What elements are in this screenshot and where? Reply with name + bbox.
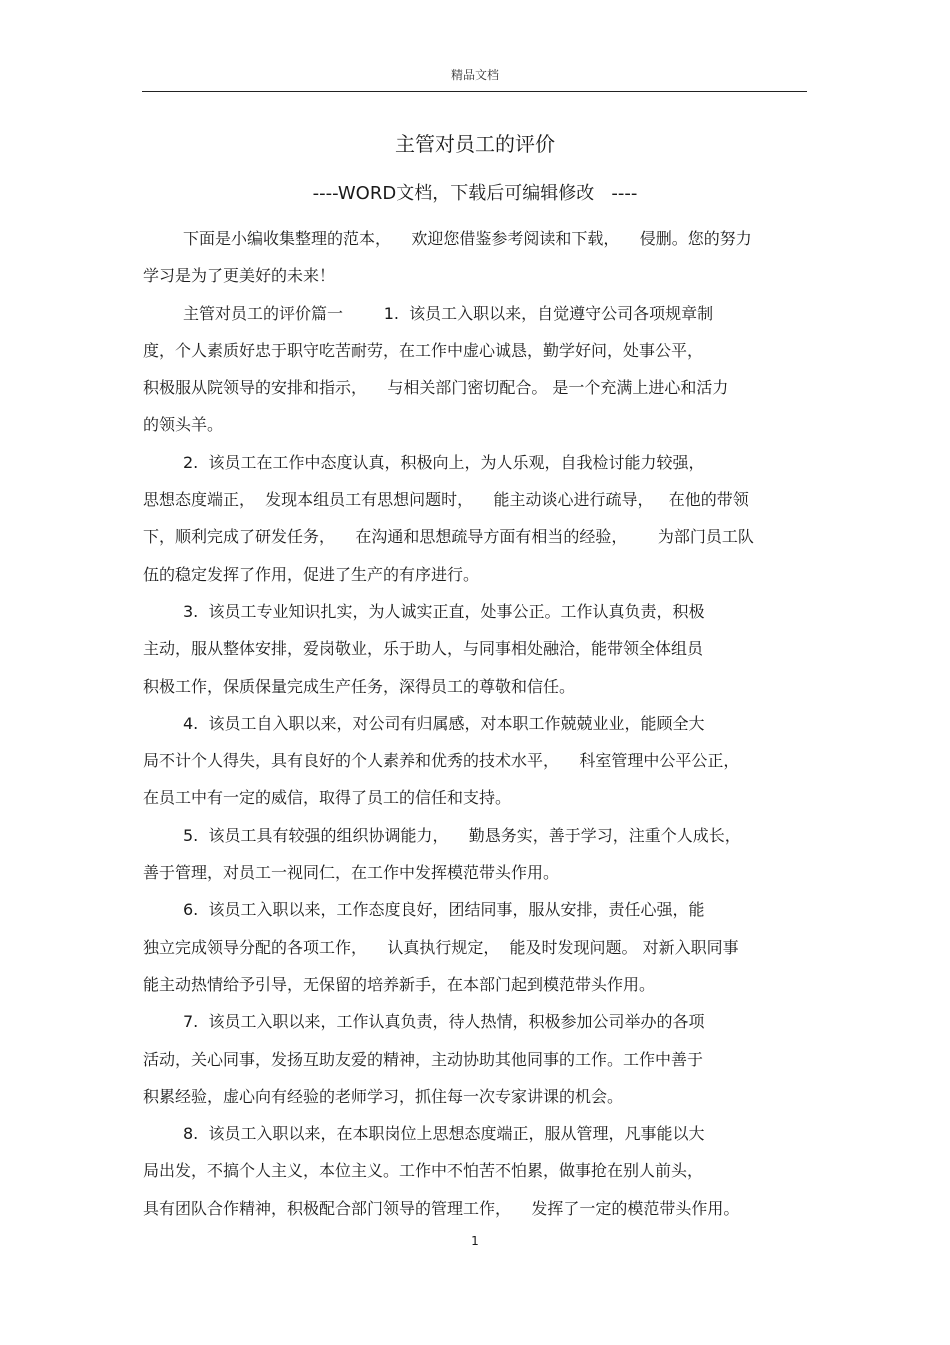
paragraph (143, 891, 808, 1003)
paragraph-line: 主动，服从整体安排，爱岗敬业，乐于助人，与同事相处融洽，能带领全体组员 (143, 639, 704, 659)
paragraph-line: 下面是小编收集整理的范本， 欢迎您借鉴参考阅读和下载， 侵删。您的努力 (183, 229, 752, 248)
paragraph (143, 817, 808, 892)
paragraph (143, 593, 808, 705)
paragraph-line: 3. 该员工专业知识扎实，为人诚实正直，处事公正。工作认真负责，积极 (183, 601, 705, 621)
document-body (143, 220, 808, 1227)
paragraph-line: 活动，关心同事，发扬互助友爱的精神，主动协助其他同事的工作。工作中善于 (143, 1049, 704, 1069)
paragraph-line: 4. 该员工自入职以来，对公司有归属感，对本职工作兢兢业业，能顾全大 (183, 713, 705, 733)
paragraph-line: 在员工中有一定的威信，取得了员工的信任和支持。 (143, 788, 512, 808)
paragraph-line: 积极服从院领导的安排和指示， 与相关部门密切配合。 是一个充满上进心和活力 (143, 378, 729, 398)
header-divider (142, 91, 807, 92)
document-title: 主管对员工的评价 (395, 132, 555, 156)
paragraph (143, 1115, 808, 1227)
paragraph-line: 度，个人素质好忠于职守吃苦耐劳，在工作中虚心诚恳，勤学好问，处事公平， (143, 340, 704, 360)
paragraph-line: 7. 该员工入职以来，工作认真负责，待人热情，积极参加公司举办的各项 (183, 1012, 705, 1032)
paragraph-line: 局不计个人得失，具有良好的个人素养和优秀的技术水平， 科室管理中公平公正， (143, 751, 740, 771)
paragraph-line: 伍的稳定发挥了作用，促进了生产的有序进行。 (143, 564, 480, 584)
paragraph-line: 的领头羊。 (143, 415, 224, 435)
paragraph-line: 积累经验，虚心向有经验的老师学习，抓住每一次专家讲课的机会。 (143, 1086, 624, 1106)
paragraph-line: 能主动热情给予引导，无保留的培养新手，在本部门起到模范带头作用。 (143, 974, 656, 994)
paragraph-line: 2. 该员工在工作中态度认真，积极向上，为人乐观，自我检讨能力较强， (183, 452, 705, 472)
paragraph-line: 具有团队合作精神，积极配合部门领导的管理工作， 发挥了一定的模范带头作用。 (143, 1198, 740, 1218)
paragraph-line: 善于管理，对员工一视同仁，在工作中发挥模范带头作用。 (143, 863, 560, 883)
paragraph (143, 1003, 808, 1115)
document-subtitle: ----WORD文档，下载后可编辑修改 ---- (312, 183, 638, 204)
paragraph-line: 学习是为了更美好的未来！ (143, 266, 336, 286)
paragraph-line: 独立完成领导分配的各项工作， 认真执行规定， 能及时发现问题。 对新入职同事 (143, 937, 739, 957)
paragraph (143, 220, 808, 295)
paragraph (143, 705, 808, 817)
paragraph (143, 295, 808, 444)
paragraph-line: 积极工作，保质保量完成生产任务，深得员工的尊敬和信任。 (143, 676, 576, 696)
paragraph-line: 8. 该员工入职以来，在本职岗位上思想态度端正，服从管理，凡事能以大 (183, 1124, 705, 1144)
paragraph-line: 6. 该员工入职以来，工作态度良好，团结同事，服从安排，责任心强，能 (183, 900, 705, 920)
paragraph-line: 思想态度端正， 发现本组员工有思想问题时， 能主动谈心进行疏导， 在他的带领 (143, 490, 749, 510)
paragraph-line: 主管对员工的评价篇一 1. 该员工入职以来，自觉遵守公司各项规章制 (183, 303, 714, 323)
paragraph-line: 5. 该员工具有较强的组织协调能力， 勤恳务实，善于学习，注重个人成长， (183, 825, 741, 845)
paragraph-line: 局出发，不搞个人主义，本位主义。工作中不怕苦不怕累，做事抢在别人前头， (143, 1161, 704, 1181)
paragraph-line: 下，顺利完成了研发任务， 在沟通和思想疏导方面有相当的经验， 为部门员工队 (143, 527, 754, 547)
page-header-label: 精品文档 (450, 68, 499, 82)
paragraph (143, 444, 808, 593)
page-number: 1 (471, 1234, 479, 1248)
